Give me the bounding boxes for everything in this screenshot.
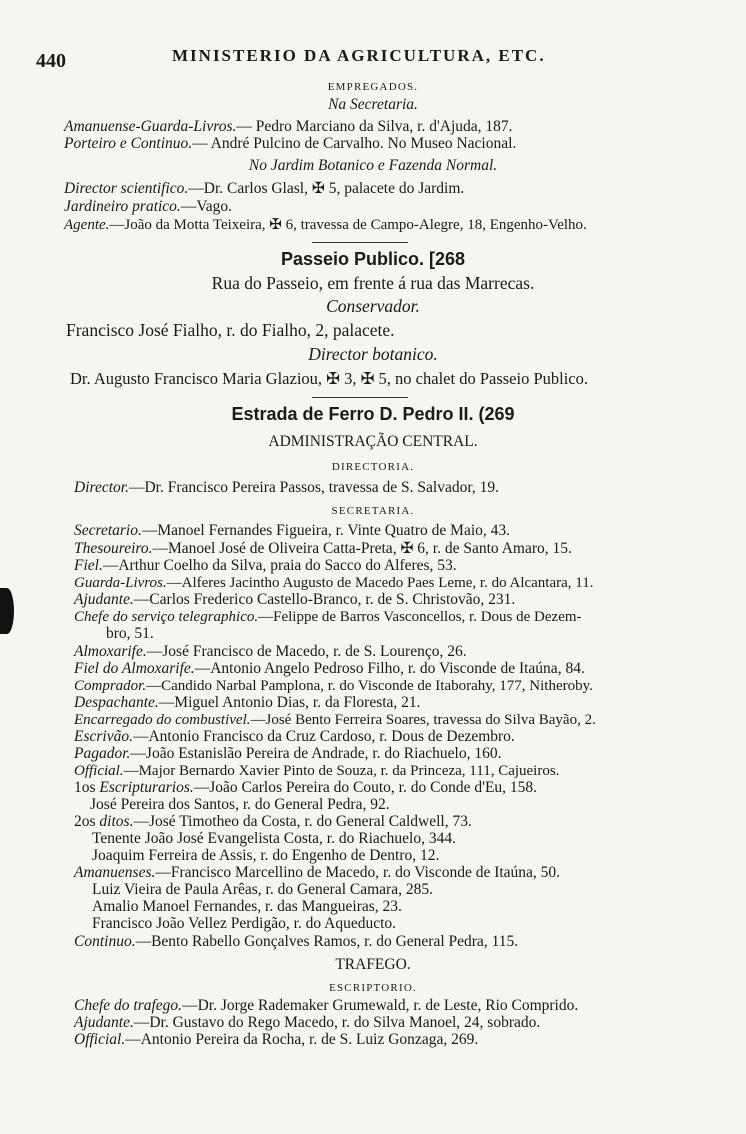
- entry-label: Despachante.: [74, 694, 159, 711]
- entry-line: [74, 745, 501, 763]
- margin-ink-mark: [0, 588, 14, 634]
- entry-text: —Manoel Fernandes Figueira, r. Vinte Quatro de Maio, 43.: [141, 522, 510, 539]
- entry-text: —Dr. Gustavo do Rego Macedo, r. do Silva Manoel, 24, sobrado.: [133, 1014, 541, 1031]
- entry-label: Fiel do Almoxarife.: [74, 660, 195, 677]
- section-divider: [312, 242, 408, 243]
- entry-line: [74, 522, 510, 540]
- entry-text: —Dr. Jorge Rademaker Grumewald, r. de Leste, Rio Comprido.: [182, 997, 579, 1014]
- heading-trafego: TRAFEGO.: [335, 956, 411, 973]
- entry-line: [74, 677, 593, 695]
- entry-line: [74, 694, 421, 712]
- entry-text: —José Francisco de Macedo, r. de S. Lourenço, 26.: [146, 643, 467, 660]
- heading-administracao: ADMINISTRAÇÃO CENTRAL.: [268, 433, 478, 450]
- entry-line: [64, 180, 464, 198]
- entry-label: Director scientifico.: [64, 180, 189, 197]
- address-line: Rua do Passeio, em frente á rua das Marrecas.: [211, 273, 535, 293]
- section-title-passeio-publico: Passeio Publico. [268: [280, 249, 466, 269]
- entry-text: —Miguel Antonio Dias, r. da Floresta, 21.: [158, 694, 421, 711]
- entry-text: —Arthur Coelho da Silva, praia do Sacco do Alferes, 53.: [102, 557, 457, 574]
- entry-text: —Antonio Angelo Pedroso Filho, r. do Visconde de Itaúna, 84.: [194, 660, 585, 677]
- section-heading-empregados: EMPREGADOS.: [327, 81, 419, 93]
- entry-label: Official.: [74, 1031, 126, 1048]
- entry-line: [74, 557, 457, 575]
- entry-line: Francisco José Fialho, r. do Fialho, 2, palacete.: [66, 320, 395, 340]
- subheading-secretaria: Na Secretaria.: [328, 96, 418, 113]
- entry-label: Comprador.: [74, 678, 147, 694]
- entry-line: [74, 933, 518, 951]
- page-number: 440: [36, 50, 66, 72]
- entry-line: [64, 118, 513, 136]
- entry-line: [74, 779, 537, 797]
- entry-text: —Major Bernardo Xavier Pinto de Souza, r. da Princeza, 111, Cajueiros.: [123, 763, 560, 779]
- entry-label: ditos.: [99, 813, 134, 830]
- entry-line: [74, 997, 578, 1015]
- entry-line: [74, 813, 472, 831]
- entry-text: —João Carlos Pereira do Couto, r. do Conde d'Eu, 158.: [193, 779, 538, 796]
- subheading-jardim: No Jardim Botanico e Fazenda Normal.: [248, 157, 498, 174]
- entry-label: Continuo.: [74, 933, 136, 950]
- entry-text: —José Bento Ferreira Soares, travessa do Silva Bayão, 2.: [250, 712, 596, 728]
- entry-label: Ajudante.: [74, 1014, 134, 1031]
- entry-line: [74, 540, 572, 558]
- entry-text: —Vago.: [180, 198, 233, 215]
- entry-line: [64, 135, 516, 153]
- heading-directoria: DIRECTORIA.: [331, 461, 415, 473]
- entry-line: [74, 574, 593, 592]
- entry-label: Thesoureiro.: [74, 540, 153, 557]
- section-title-estrada-de-ferro: Estrada de Ferro D. Pedro II. (269: [231, 404, 515, 424]
- entry-continuation: Luiz Vieira de Paula Arêas, r. do General Camara, 285.: [92, 881, 433, 898]
- entry-continuation: Francisco João Vellez Perdigão, r. do Aqueducto.: [92, 915, 397, 932]
- entry-text: —João Estanislão Pereira de Andrade, r. do Riachuelo, 160.: [130, 745, 502, 762]
- entry-label: Encarregado do combustivel.: [74, 712, 251, 728]
- entry-label: Pagador.: [74, 745, 131, 762]
- entry-line: [74, 728, 515, 746]
- entry-label: Porteiro e Continuo.: [64, 135, 193, 152]
- entry-line: [64, 198, 232, 216]
- entry-label: Escrivão.: [74, 728, 133, 745]
- entry-label: Almoxarife.: [74, 643, 147, 660]
- entry-text: —João da Motta Teixeira, ✠ 6, travessa de Campo-Alegre, 18, Engenho-Velho.: [109, 217, 587, 233]
- entry-line: [74, 479, 499, 497]
- entry-line: [64, 216, 587, 234]
- entry-line: [74, 762, 559, 780]
- heading-secretaria: SECRETARIA.: [331, 505, 415, 517]
- entry-label: Guarda-Livros.: [74, 575, 167, 591]
- entry-line: [74, 660, 585, 678]
- entry-line: [74, 608, 582, 626]
- entry-label: Ajudante.: [74, 591, 134, 608]
- heading-escriptorio: ESCRIPTORIO.: [329, 982, 417, 994]
- subheading-director-botanico: Director botanico.: [308, 344, 438, 364]
- entry-text: —Bento Rabello Gonçalves Ramos, r. do General Pedra, 115.: [135, 933, 519, 950]
- entry-text: —Antonio Pereira da Rocha, r. de S. Luiz Gonzaga, 269.: [125, 1031, 479, 1048]
- section-divider: [312, 397, 408, 398]
- entry-text: —Dr. Carlos Glasl, ✠ 5, palacete do Jardim.: [188, 180, 465, 197]
- entry-text: — André Pulcino de Carvalho. No Museo Nacional.: [192, 135, 517, 152]
- entry-continuation: bro, 51.: [106, 625, 154, 642]
- entry-label: Secretario.: [74, 522, 142, 539]
- entry-number: 2os: [74, 813, 96, 830]
- entry-text: —Alferes Jacintho Augusto de Macedo Paes Leme, r. do Alcantara, 11.: [166, 575, 594, 591]
- entry-label: Amanuense-Guarda-Livros.: [64, 118, 237, 135]
- entry-label: Jardineiro pratico.: [64, 198, 181, 215]
- entry-label: Amanuenses.: [74, 864, 156, 881]
- entry-continuation: Amalio Manoel Fernandes, r. das Mangueiras, 23.: [92, 898, 402, 915]
- entry-label: Chefe do trafego.: [74, 997, 183, 1014]
- entry-label: Agente.: [64, 217, 110, 233]
- entry-text: —Francisco Marcellino de Macedo, r. do Visconde de Itaúna, 50.: [155, 864, 561, 881]
- entry-text: —Antonio Francisco da Cruz Cardoso, r. Dous de Dezembro.: [132, 728, 515, 745]
- entry-text: —José Timotheo da Costa, r. do General Caldwell, 73.: [133, 813, 472, 830]
- entry-label: Escripturarios.: [99, 779, 194, 796]
- entry-line: [74, 643, 467, 661]
- running-head: MINISTERIO DA AGRICULTURA, ETC.: [172, 46, 546, 65]
- entry-line: [74, 1014, 540, 1032]
- entry-continuation: José Pereira dos Santos, r. do General Pedra, 92.: [90, 796, 390, 813]
- entry-continuation: Joaquim Ferreira de Assis, r. do Engenho de Dentro, 12.: [92, 847, 440, 864]
- entry-line: [74, 711, 596, 729]
- entry-continuation: Tenente João José Evangelista Costa, r. do Riachuelo, 344.: [92, 830, 456, 847]
- entry-text: —Carlos Frederico Castello-Branco, r. de S. Christovão, 231.: [133, 591, 516, 608]
- entry-line: [74, 591, 515, 609]
- entry-number: 1os: [74, 779, 96, 796]
- entry-text: —Felippe de Barros Vasconcellos, r. Dous de Dezem-: [258, 609, 582, 625]
- subheading-conservador: Conservador.: [326, 296, 420, 316]
- entry-text: — Pedro Marciano da Silva, r. d'Ajuda, 187.: [236, 118, 513, 135]
- entry-label: Chefe do serviço telegraphico.: [74, 609, 259, 625]
- entry-line: Dr. Augusto Francisco Maria Glaziou, ✠ 3, ✠ 5, no chalet do Passeio Publico.: [70, 369, 588, 388]
- entry-label: Fiel.: [74, 557, 103, 574]
- entry-label: Official.: [74, 763, 124, 779]
- entry-text: —Dr. Francisco Pereira Passos, travessa de S. Salvador, 19.: [128, 479, 499, 496]
- entry-text: —Manoel José de Oliveira Catta-Preta, ✠ 6, r. de Santo Amaro, 15.: [152, 540, 572, 557]
- entry-text: —Candido Narbal Pamplona, r. do Visconde de Itaborahy, 177, Nitheroby.: [146, 678, 593, 694]
- entry-line: [74, 864, 560, 882]
- entry-label: Director.: [74, 479, 129, 496]
- entry-line: [74, 1031, 478, 1049]
